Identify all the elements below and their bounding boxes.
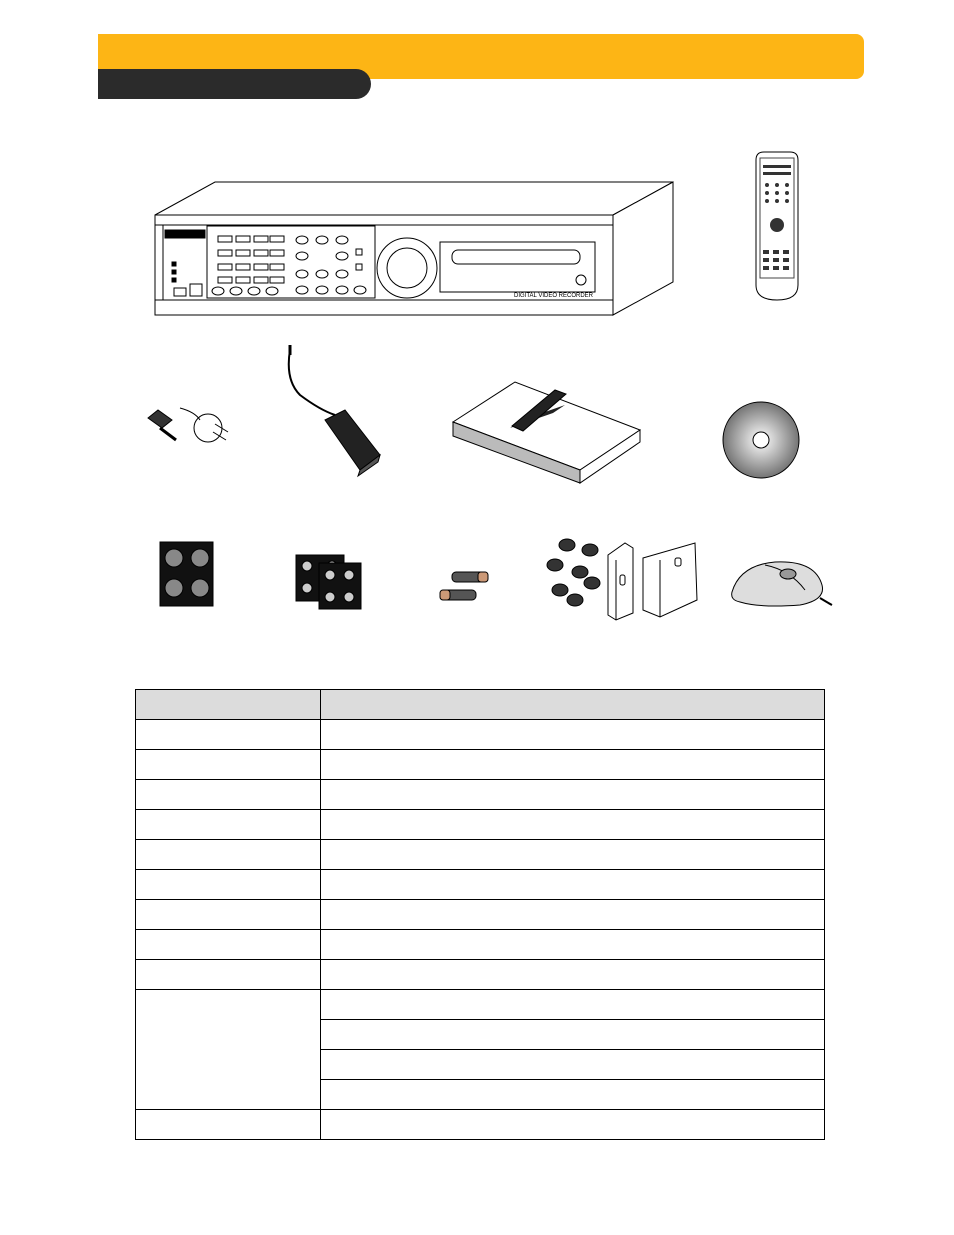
software-cd-illustration bbox=[723, 402, 799, 478]
table-cell bbox=[321, 780, 825, 810]
table-cell bbox=[136, 840, 321, 870]
table-row bbox=[136, 900, 825, 930]
table-cell bbox=[321, 1080, 825, 1110]
table-cell bbox=[136, 930, 321, 960]
power-adapter-illustration bbox=[289, 345, 380, 476]
remote-control-illustration bbox=[756, 152, 798, 300]
table-cell bbox=[321, 870, 825, 900]
table-header-description bbox=[321, 690, 825, 720]
table-cell bbox=[321, 1020, 825, 1050]
table-row bbox=[136, 990, 825, 1020]
power-cord-illustration bbox=[148, 408, 228, 442]
table-row bbox=[136, 1110, 825, 1140]
table-header-row bbox=[136, 690, 825, 720]
table-row bbox=[136, 810, 825, 840]
mouse-illustration bbox=[732, 562, 832, 606]
table-row bbox=[136, 930, 825, 960]
table-cell bbox=[321, 930, 825, 960]
table-cell bbox=[321, 810, 825, 840]
table-row bbox=[136, 750, 825, 780]
table-row bbox=[136, 870, 825, 900]
batteries-illustration bbox=[440, 572, 488, 600]
table-cell bbox=[321, 960, 825, 990]
table-cell bbox=[136, 990, 321, 1110]
manual-illustration bbox=[453, 382, 640, 483]
table-cell bbox=[321, 990, 825, 1020]
table-cell bbox=[321, 720, 825, 750]
table-cell bbox=[136, 870, 321, 900]
table-cell bbox=[136, 810, 321, 840]
table-cell bbox=[136, 900, 321, 930]
table-row bbox=[136, 960, 825, 990]
quad-connector-illustration bbox=[296, 555, 361, 609]
rack-mount-kit-illustration bbox=[547, 539, 697, 620]
table-row bbox=[136, 840, 825, 870]
table-cell bbox=[321, 750, 825, 780]
table-cell bbox=[136, 780, 321, 810]
table-cell bbox=[136, 960, 321, 990]
table-row bbox=[136, 780, 825, 810]
table-cell bbox=[321, 1050, 825, 1080]
dvr-illustration bbox=[155, 182, 673, 315]
front-panel-label: DIGITAL VIDEO RECORDER bbox=[514, 293, 594, 299]
table-cell bbox=[136, 720, 321, 750]
table-cell bbox=[136, 1110, 321, 1140]
table-header-item bbox=[136, 690, 321, 720]
package-contents-table bbox=[135, 689, 825, 1140]
camera-connector-illustration bbox=[160, 542, 213, 606]
table-cell bbox=[321, 840, 825, 870]
table-row bbox=[136, 720, 825, 750]
table-cell bbox=[321, 900, 825, 930]
table-cell bbox=[136, 750, 321, 780]
table-cell bbox=[321, 1110, 825, 1140]
